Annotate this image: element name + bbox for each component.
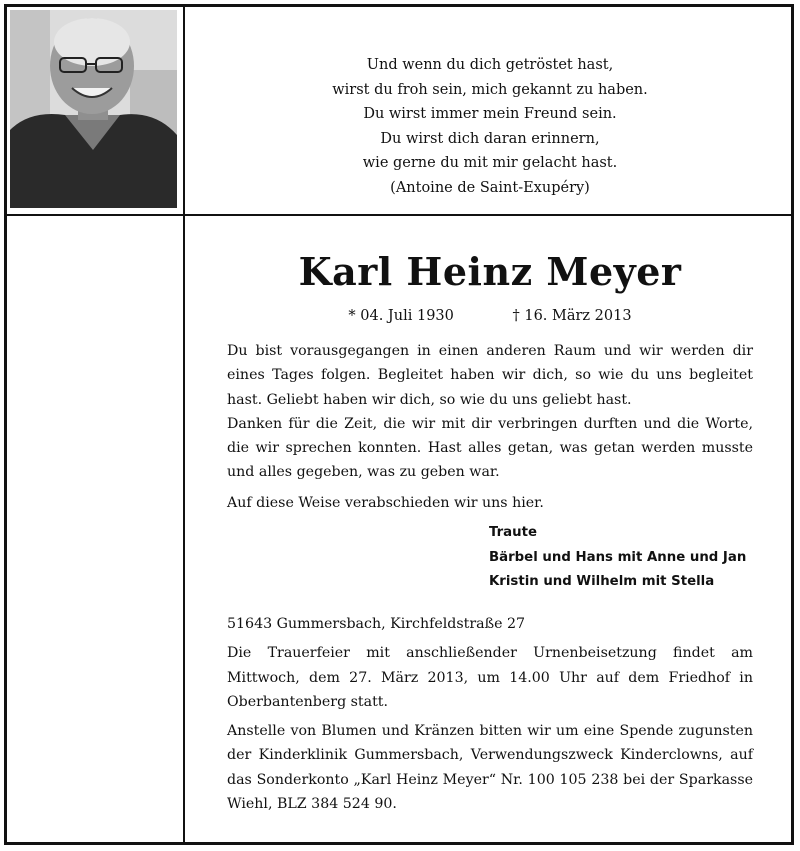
quote-block bbox=[187, 53, 793, 200]
quote-line: Du wirst dich daran erinnern, bbox=[380, 130, 600, 147]
horizontal-divider bbox=[7, 214, 791, 216]
quote-line: Du wirst immer mein Freund sein. bbox=[363, 106, 617, 122]
paragraph: Du bist vorausgegangen in einen anderen Raum und wir werden dir eines Tages folgen. Begleitet haben wir dich, so wie du uns begleitet hast. Geliebt haben wir dich, so wie du uns geliebt hast. bbox=[227, 343, 753, 408]
deceased-name: Karl Heinz Meyer bbox=[298, 249, 682, 294]
donation-info: Anstelle von Blumen und Kränzen bitten wir um eine Spende zugunsten der Kinderklinik Gummersbach, Verwendungszweck Kinderclowns, auf das Sonderkonto „Karl Heinz Meyer“ Nr. 100 105 238 bei der Sparkasse Wiehl, BLZ 384 524 90. bbox=[227, 723, 753, 813]
quote-line: wirst du froh sein, mich gekannt zu haben. bbox=[332, 81, 648, 98]
address: 51643 Gummersbach, Kirchfeldstraße 27 bbox=[227, 616, 526, 632]
life-dates bbox=[187, 308, 793, 324]
portrait-photo bbox=[10, 10, 177, 208]
paragraph: Danken für die Zeit, die wir mit dir verbringen durften und die Worte, die wir sprechen konnten. Hast alles getan, was getan werden musste und alles gegeben, was zu geben war. bbox=[227, 415, 753, 481]
mourner: Traute bbox=[489, 525, 537, 540]
paragraph: Auf diese Weise verabschieden wir uns hier. bbox=[227, 494, 544, 511]
quote-line: Und wenn du dich getröstet hast, bbox=[366, 57, 614, 73]
death-date: † 16. März 2013 bbox=[512, 308, 632, 324]
vertical-divider bbox=[183, 7, 185, 842]
birth-date: * 04. Juli 1930 bbox=[348, 308, 454, 324]
farewell-text bbox=[227, 339, 753, 515]
obituary-frame bbox=[4, 4, 794, 845]
quote-author: (Antoine de Saint-Exupéry) bbox=[390, 179, 590, 196]
quote-line: wie gerne du mit mir gelacht hast. bbox=[362, 155, 618, 171]
mourners-list bbox=[489, 521, 746, 595]
mourner: Bärbel und Hans mit Anne und Jan bbox=[489, 549, 747, 565]
funeral-details bbox=[227, 612, 753, 821]
mourner: Kristin und Wilhelm mit Stella bbox=[489, 574, 715, 589]
funeral-info: Die Trauerfeier mit anschließender Urnenbeisetzung findet am Mittwoch, dem 27. März 2013, um 14.00 Uhr auf dem Friedhof in Oberbantenberg statt. bbox=[227, 645, 753, 710]
